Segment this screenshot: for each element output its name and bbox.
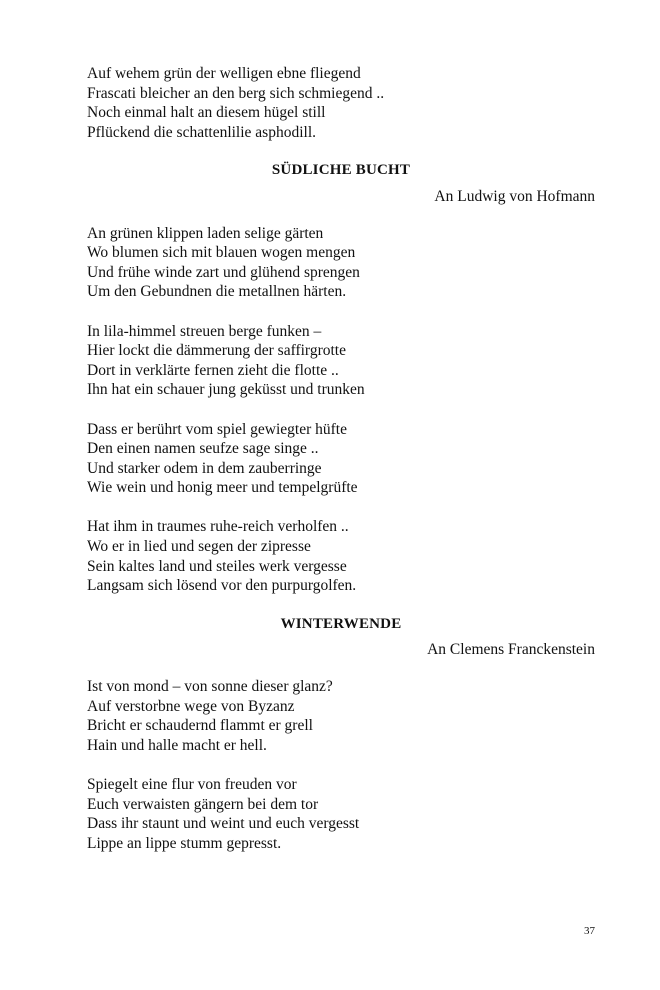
- verse-line: Ist von mond – von sonne dieser glanz?: [87, 678, 333, 696]
- poem-stanza: [87, 322, 595, 400]
- poem-title-winterwende: WINTERWENDE: [280, 615, 402, 632]
- verse-line: Frascati bleicher an den berg sich schmiegend ..: [87, 84, 385, 102]
- book-page: [87, 64, 595, 853]
- verse-line: Sein kaltes land und steiles werk vergesse: [87, 557, 347, 575]
- poem-body: [87, 224, 595, 596]
- poem-body: [87, 677, 595, 853]
- verse-line: Noch einmal halt an diesem hügel still: [87, 104, 326, 122]
- verse-line: Hier lockt die dämmerung der saffirgrotte: [87, 342, 346, 360]
- page-number: 37: [584, 925, 595, 937]
- verse-line: An grünen klippen laden selige gärten: [87, 224, 324, 242]
- verse-line: Hat ihm in traumes ruhe-reich verholfen ..: [87, 518, 349, 536]
- poem-dedication: An Clemens Franckenstein: [427, 641, 595, 659]
- verse-line: Wo er in lied und segen der zipresse: [87, 538, 311, 556]
- poem-stanza: [87, 224, 595, 302]
- verse-line: Den einen namen seufze sage singe ..: [87, 440, 319, 458]
- verse-line: Spiegelt eine flur von freuden vor: [87, 776, 297, 793]
- verse-line: Wie wein und honig meer und tempelgrüfte: [87, 479, 358, 497]
- verse-line: Dort in verklärte fernen zieht die flotte ..: [87, 361, 339, 379]
- prev-poem-stanza: [87, 64, 595, 142]
- verse-line: Hain und halle macht er hell.: [87, 736, 267, 754]
- poem-stanza: [87, 517, 595, 595]
- verse-line: Bricht er schaudernd flammt er grell: [87, 717, 313, 735]
- poem-stanza: [87, 420, 595, 498]
- poem-title-suedliche-bucht: SÜDLICHE BUCHT: [271, 162, 411, 179]
- verse-line: Pflückend die schattenlilie asphodill.: [87, 123, 317, 141]
- verse-line: Euch verwaisten gängern bei dem tor: [87, 795, 319, 813]
- poem-stanza: [87, 775, 595, 853]
- verse-line: Auf verstorbne wege von Byzanz: [87, 697, 295, 715]
- verse-line: Lippe an lippe stumm gepresst.: [87, 834, 282, 852]
- verse-line: Um den Gebundnen die metallnen härten.: [87, 283, 347, 301]
- verse-line: Und starker odem in dem zauberringe: [87, 459, 322, 477]
- verse-line: Dass ihr staunt und weint und euch vergesst: [87, 815, 360, 833]
- verse-line: Ihn hat ein schauer jung geküsst und trunken: [87, 381, 365, 399]
- verse-line: Und frühe winde zart und glühend sprengen: [87, 263, 360, 281]
- verse-line: Langsam sich lösend vor den purpurgolfen.: [87, 577, 357, 595]
- verse-line: In lila-himmel streuen berge funken –: [87, 322, 322, 340]
- poem-stanza: [87, 677, 595, 755]
- verse-line: Dass er berührt vom spiel gewiegter hüfte: [87, 420, 347, 438]
- verse-line: Wo blumen sich mit blauen wogen mengen: [87, 244, 356, 262]
- poem-dedication: An Ludwig von Hofmann: [434, 187, 595, 205]
- verse-line: Auf wehem grün der welligen ebne fliegend: [87, 65, 361, 82]
